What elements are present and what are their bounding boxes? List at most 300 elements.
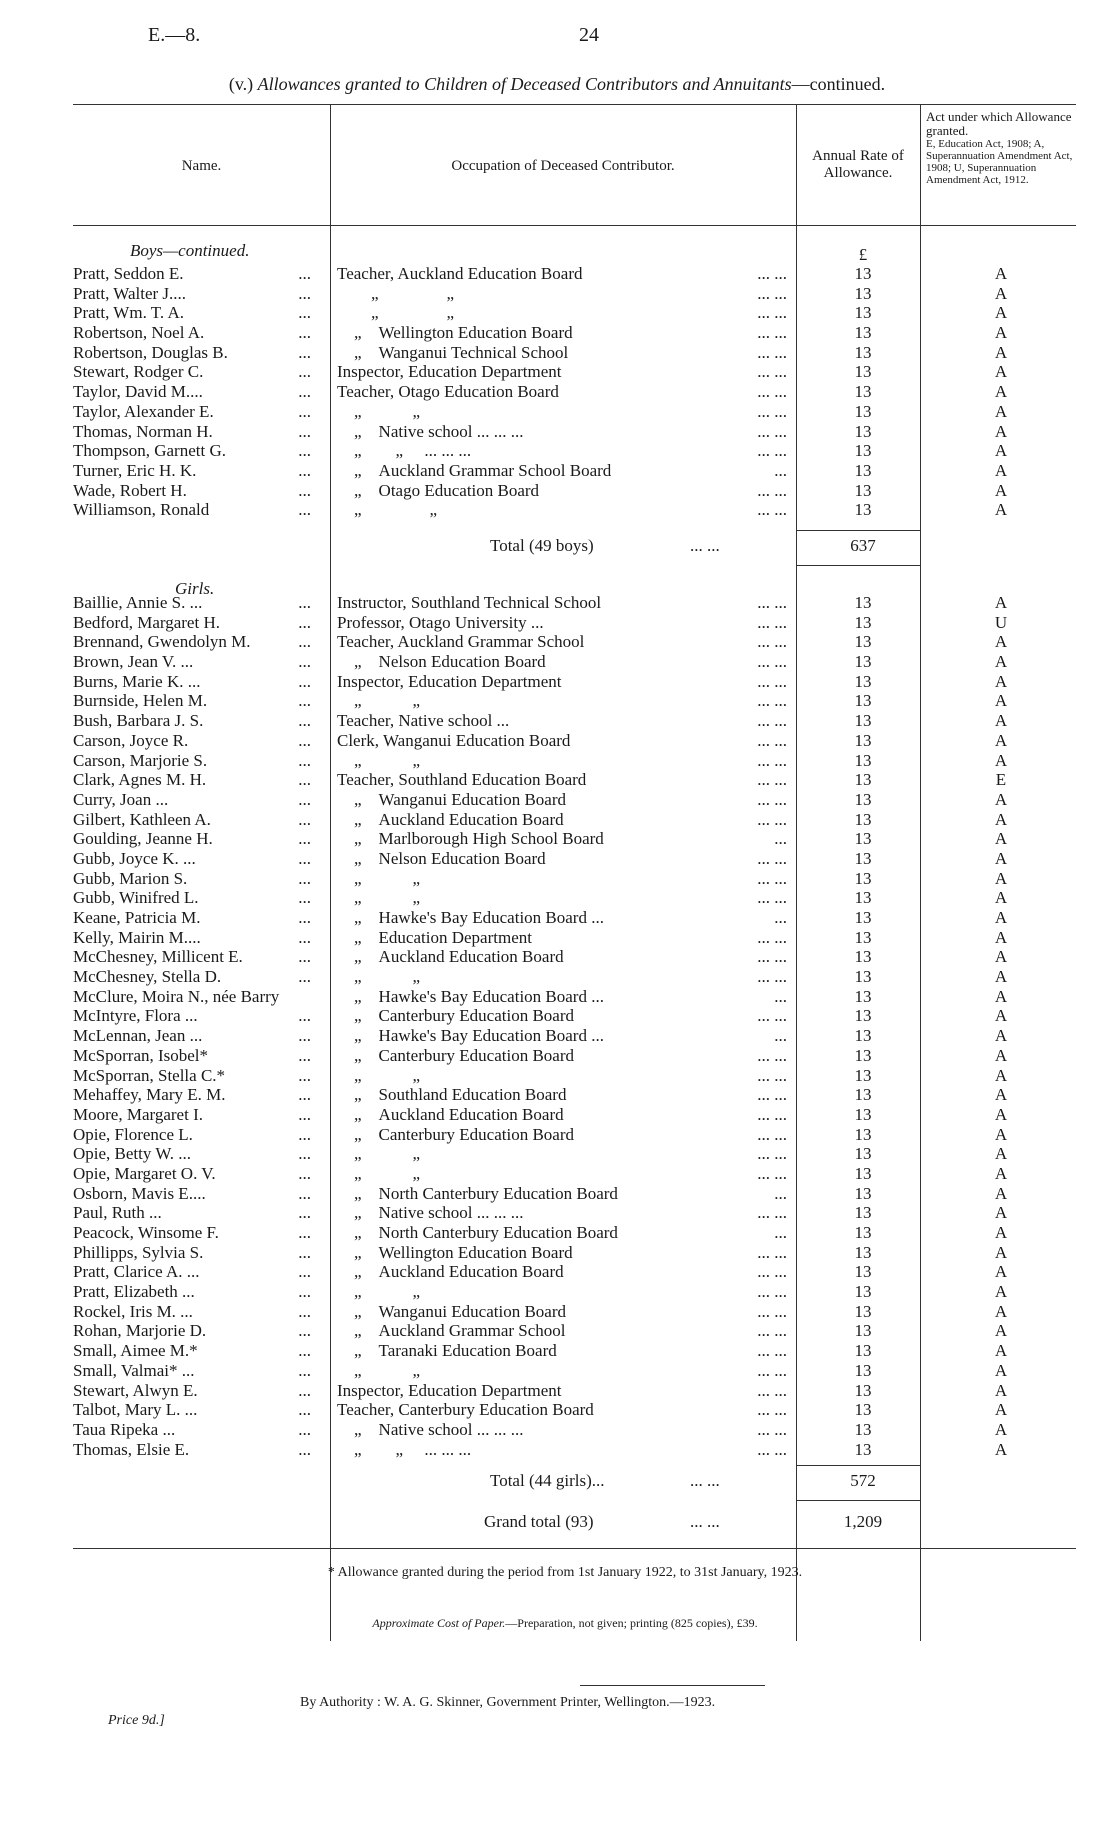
- annual-rate: 13: [854, 1104, 872, 1124]
- name-cell: [73, 1144, 311, 1164]
- boys-total-dots: ... ...: [690, 536, 720, 555]
- occupation-text: „ Auckland Education Board: [337, 809, 564, 829]
- annual-rate: 13: [854, 1183, 872, 1203]
- table-row: [0, 849, 1114, 869]
- act-code: A: [994, 500, 1008, 520]
- contributor-child-name: Burns, Marie K. ...: [73, 671, 201, 691]
- annual-rate: 13: [854, 1045, 872, 1065]
- table-row: [0, 1341, 1114, 1361]
- annual-rate: 13: [854, 750, 872, 770]
- name-cell: [73, 888, 311, 908]
- leader-dots: ...: [298, 927, 311, 947]
- name-cell: [73, 691, 311, 711]
- occupation-text: „ Auckland Education Board: [337, 1104, 564, 1124]
- table-row: [0, 1026, 1114, 1046]
- occupation-text: Instructor, Southland Technical School: [337, 593, 602, 612]
- name-cell: [73, 461, 311, 481]
- name-cell: [73, 1006, 311, 1026]
- act-code: A: [994, 927, 1008, 947]
- grand-total-row: [0, 1512, 1114, 1532]
- occupation-cell: [337, 652, 787, 672]
- contributor-child-name: Opie, Betty W. ...: [73, 1144, 192, 1164]
- leader-dots: ... ...: [757, 809, 787, 829]
- act-code: A: [994, 986, 1008, 1006]
- occupation-cell: [337, 711, 787, 731]
- leader-dots: ... ...: [757, 441, 787, 461]
- leader-dots: ...: [298, 1203, 311, 1223]
- table-row: [0, 691, 1114, 711]
- occupation-text: „ North Canterbury Education Board: [337, 1223, 618, 1242]
- name-cell: [73, 422, 311, 442]
- act-code: A: [994, 1301, 1008, 1321]
- act-code: A: [994, 1262, 1008, 1282]
- name-cell: [73, 652, 311, 672]
- name-column-header: Name.: [181, 158, 222, 174]
- table-row: [0, 264, 1114, 284]
- occupation-cell: [337, 1321, 787, 1341]
- occupation-cell: [337, 323, 787, 343]
- occupation-text: „ Wellington Education Board: [337, 323, 573, 343]
- occupation-cell: [337, 362, 787, 382]
- occupation-text: „ „: [337, 1065, 421, 1085]
- leader-dots: ... ...: [757, 1439, 787, 1459]
- occupation-text: „ „: [337, 401, 421, 421]
- annual-rate: 13: [854, 303, 872, 323]
- contributor-child-name: Thomas, Norman H.: [73, 421, 213, 441]
- contributor-child-name: Small, Valmai* ...: [73, 1360, 195, 1380]
- annual-rate: 13: [854, 1203, 872, 1223]
- girls-total-rule: [796, 1500, 920, 1501]
- annual-rate: 13: [854, 1439, 872, 1459]
- occupation-text: „ Native school ... ... ...: [337, 1203, 524, 1223]
- name-cell: [73, 711, 311, 731]
- occupation-text: Teacher, Native school ...: [337, 711, 510, 731]
- occupation-text: „ „ ... ... ...: [337, 441, 472, 461]
- contributor-child-name: Taua Ripeka ...: [73, 1419, 176, 1439]
- leader-dots: ... ...: [757, 652, 787, 672]
- leader-dots: ...: [298, 1026, 311, 1046]
- leader-dots: ...: [774, 1183, 787, 1203]
- leader-dots: ... ...: [757, 750, 787, 770]
- annual-rate: 13: [854, 671, 872, 691]
- table-row: [0, 928, 1114, 948]
- act-code: A: [994, 460, 1008, 480]
- leader-dots: ...: [298, 750, 311, 770]
- leader-dots: ...: [298, 1262, 311, 1282]
- table-row: [0, 1262, 1114, 1282]
- leader-dots: ...: [774, 460, 787, 480]
- leader-dots: ...: [298, 848, 311, 868]
- contributor-child-name: McChesney, Stella D.: [73, 967, 222, 987]
- table-row: [0, 613, 1114, 633]
- leader-dots: ... ...: [757, 967, 787, 987]
- act-code: U: [994, 612, 1008, 632]
- occupation-text: „ „: [337, 303, 455, 323]
- occupation-cell: [337, 382, 787, 402]
- table-row: [0, 1203, 1114, 1223]
- boys-total-rule: [796, 565, 920, 566]
- annual-rate: 13: [854, 421, 872, 441]
- leader-dots: ... ...: [757, 342, 787, 362]
- name-cell: [73, 1361, 311, 1381]
- occupation-cell: [337, 1243, 787, 1263]
- occupation-cell: [337, 731, 787, 751]
- subtitle-prefix: (v.): [228, 74, 254, 94]
- act-column-title: Act under which Allowance granted.: [926, 109, 1072, 138]
- annual-rate: 13: [854, 1223, 872, 1242]
- leader-dots: ... ...: [757, 480, 787, 500]
- name-cell: [73, 1085, 311, 1105]
- leader-dots: ... ...: [757, 671, 787, 691]
- occupation-cell: [337, 888, 787, 908]
- name-cell: [73, 1066, 311, 1086]
- occupation-text: „ Canterbury Education Board: [337, 1045, 574, 1065]
- contributor-child-name: Curry, Joan ...: [73, 789, 169, 809]
- occupation-text: „ Canterbury Education Board: [337, 1124, 574, 1144]
- boys-subtotal-rule: [796, 530, 920, 531]
- annual-rate: 13: [854, 1400, 872, 1420]
- occupation-text: „ Hawke's Bay Education Board ...: [337, 986, 604, 1006]
- occupation-cell: [337, 264, 787, 284]
- leader-dots: ...: [298, 283, 311, 303]
- occupation-cell: [337, 1144, 787, 1164]
- leader-dots: ...: [298, 382, 311, 402]
- table-row: [0, 751, 1114, 771]
- contributor-child-name: Turner, Eric H. K.: [73, 460, 197, 480]
- leader-dots: ... ...: [757, 1282, 787, 1302]
- name-cell: [73, 481, 311, 501]
- leader-dots: ... ...: [757, 691, 787, 711]
- occupation-text: Teacher, Canterbury Education Board: [337, 1400, 594, 1420]
- annual-rate: 13: [854, 730, 872, 750]
- rate-column-header: Annual Rate of Allowance.: [812, 148, 904, 181]
- act-code: A: [994, 283, 1008, 303]
- annual-rate: 13: [854, 1144, 872, 1164]
- contributor-child-name: McClure, Moira N., née Barry: [73, 986, 280, 1006]
- act-code: A: [994, 809, 1008, 829]
- leader-dots: ... ...: [757, 401, 787, 421]
- occupation-cell: [337, 1125, 787, 1145]
- annual-rate: 13: [854, 1360, 872, 1380]
- table-row: [0, 323, 1114, 343]
- leader-dots: ...: [298, 1163, 311, 1183]
- occupation-cell: [337, 947, 787, 967]
- occupation-cell: [337, 593, 787, 613]
- name-cell: [73, 672, 311, 692]
- contributor-child-name: Pratt, Clarice A. ...: [73, 1262, 200, 1282]
- occupation-text: „ Auckland Education Board: [337, 1262, 564, 1282]
- occupation-cell: [337, 1381, 787, 1401]
- table-row: [0, 1302, 1114, 1322]
- leader-dots: ... ...: [757, 303, 787, 323]
- contributor-child-name: Paul, Ruth ...: [73, 1203, 162, 1223]
- table-row: [0, 1105, 1114, 1125]
- annual-rate: 13: [854, 1124, 872, 1144]
- occupation-text: Inspector, Education Department: [337, 362, 562, 382]
- occupation-text: Clerk, Wanganui Education Board: [337, 730, 571, 750]
- leader-dots: ... ...: [757, 1203, 787, 1223]
- annual-rate: 13: [854, 593, 872, 612]
- annual-rate: 13: [854, 848, 872, 868]
- annual-rate: 13: [854, 264, 872, 283]
- subtitle-title: Allowances granted to Children of Deceased Contributors and Annuitants: [257, 74, 792, 94]
- act-code: A: [994, 1400, 1008, 1420]
- annual-rate: 13: [854, 789, 872, 809]
- leader-dots: ... ...: [757, 1321, 787, 1341]
- act-code: A: [994, 1163, 1008, 1183]
- table-row: [0, 711, 1114, 731]
- table-row: [0, 1066, 1114, 1086]
- occupation-cell: [337, 613, 787, 633]
- leader-dots: ...: [298, 303, 311, 323]
- table-row: [0, 672, 1114, 692]
- leader-dots: ... ...: [757, 593, 787, 612]
- occupation-text: „ „: [337, 888, 421, 908]
- occupation-text: „ „ ... ... ...: [337, 1439, 472, 1459]
- act-code: A: [994, 1380, 1008, 1400]
- leader-dots: ...: [298, 1321, 311, 1341]
- table-row: [0, 829, 1114, 849]
- occupation-text: „ „: [337, 868, 421, 888]
- annual-rate: 13: [854, 1262, 872, 1282]
- name-cell: [73, 1184, 311, 1204]
- contributor-child-name: Carson, Marjorie S.: [73, 750, 208, 770]
- table-row: [0, 461, 1114, 481]
- leader-dots: ... ...: [757, 1045, 787, 1065]
- table-row: [0, 810, 1114, 830]
- act-code: A: [994, 1419, 1008, 1439]
- table-row: [0, 284, 1114, 304]
- occupation-text: Teacher, Auckland Grammar School: [337, 632, 585, 652]
- annual-rate: 13: [854, 652, 872, 672]
- annual-rate: 13: [854, 829, 872, 849]
- act-column-key: E, Education Act, 1908; A, Superannuation Amendment Act, 1908; U, Superannuation Amendment Act, 1912.: [926, 138, 1073, 186]
- name-cell: [73, 264, 311, 284]
- leader-dots: ...: [298, 1045, 311, 1065]
- name-cell: [73, 323, 311, 343]
- girls-section-heading: Girls.: [175, 579, 215, 598]
- act-code: A: [994, 1085, 1008, 1105]
- name-cell: [73, 343, 311, 363]
- name-cell: [73, 1046, 311, 1066]
- contributor-child-name: Gilbert, Kathleen A.: [73, 809, 211, 829]
- occupation-cell: [337, 829, 787, 849]
- contributor-child-name: Taylor, Alexander E.: [73, 401, 214, 421]
- table-top-rule: [73, 104, 1076, 105]
- occupation-cell: [337, 967, 787, 987]
- leader-dots: ...: [298, 421, 311, 441]
- leader-dots: ...: [298, 1341, 311, 1361]
- leader-dots: ...: [298, 441, 311, 461]
- contributor-child-name: Osborn, Mavis E....: [73, 1183, 206, 1203]
- act-code: A: [994, 1360, 1008, 1380]
- leader-dots: ... ...: [757, 730, 787, 750]
- name-cell: [73, 869, 311, 889]
- leader-dots: ...: [298, 362, 311, 382]
- table-row: [0, 362, 1114, 382]
- girls-total-row: [0, 1471, 1114, 1491]
- occupation-cell: [337, 1400, 787, 1420]
- name-cell: [73, 751, 311, 771]
- occupation-text: „ „: [337, 1282, 421, 1302]
- leader-dots: ...: [298, 342, 311, 362]
- footnote: * Allowance granted during the period from 1st January 1922, to 31st January, 1923.: [327, 1565, 803, 1580]
- report-reference: E.—8.: [148, 24, 201, 46]
- contributor-child-name: Phillipps, Sylvia S.: [73, 1242, 204, 1262]
- annual-rate: 13: [854, 1006, 872, 1026]
- act-code: A: [994, 1026, 1008, 1046]
- name-cell: [73, 593, 311, 613]
- occupation-text: „ Wanganui Education Board: [337, 789, 567, 809]
- contributor-child-name: McChesney, Millicent E.: [73, 947, 243, 967]
- act-code: A: [994, 652, 1008, 672]
- act-code: A: [994, 362, 1008, 382]
- table-row: [0, 1125, 1114, 1145]
- leader-dots: ...: [298, 480, 311, 500]
- annual-rate: 13: [854, 1085, 872, 1105]
- act-code: A: [994, 789, 1008, 809]
- annual-rate: 13: [854, 1419, 872, 1439]
- leader-dots: ...: [298, 1065, 311, 1085]
- name-cell: [73, 1262, 311, 1282]
- occupation-cell: [337, 284, 787, 304]
- table-row: [0, 500, 1114, 520]
- name-cell: [73, 1164, 311, 1184]
- table-row: [0, 967, 1114, 987]
- leader-dots: ...: [298, 888, 311, 908]
- cost-label: Approximate Cost of Paper.: [372, 1616, 506, 1630]
- occupation-cell: [337, 481, 787, 501]
- annual-rate: 13: [854, 809, 872, 829]
- occupation-text: „ Education Department: [337, 927, 532, 947]
- leader-dots: ...: [298, 1360, 311, 1380]
- annual-rate: 13: [854, 770, 872, 790]
- annual-rate: 13: [854, 283, 872, 303]
- occupation-text: „ Native school ... ... ...: [337, 1419, 524, 1439]
- occupation-text: Professor, Otago University ...: [337, 612, 544, 632]
- name-cell: [73, 402, 311, 422]
- occupation-text: „ Hawke's Bay Education Board ...: [337, 1026, 604, 1046]
- act-code: A: [994, 1439, 1008, 1459]
- authority-rule: [580, 1685, 765, 1686]
- contributor-child-name: Pratt, Elizabeth ...: [73, 1282, 195, 1302]
- page-number: 24: [579, 24, 599, 46]
- annual-rate: 13: [854, 1341, 872, 1361]
- leader-dots: ...: [298, 1400, 311, 1420]
- table-row: [0, 1085, 1114, 1105]
- table-row: [0, 1440, 1114, 1460]
- boys-section-heading: Boys—continued.: [130, 241, 250, 260]
- annual-rate: 13: [854, 691, 872, 711]
- name-cell: [73, 1203, 311, 1223]
- act-code: A: [994, 1223, 1008, 1242]
- act-code: A: [994, 441, 1008, 461]
- leader-dots: ... ...: [757, 1262, 787, 1282]
- name-cell: [73, 1400, 311, 1420]
- occupation-cell: [337, 1203, 787, 1223]
- occupation-text: „ „: [337, 967, 421, 987]
- occupation-text: „ Nelson Education Board: [337, 652, 546, 672]
- leader-dots: ...: [298, 809, 311, 829]
- leader-dots: ...: [298, 1439, 311, 1459]
- occupation-text: „ „: [337, 1163, 421, 1183]
- page-header: [0, 24, 1114, 54]
- name-cell: [73, 987, 311, 1007]
- annual-rate: 13: [854, 632, 872, 652]
- annual-rate: 13: [854, 1065, 872, 1085]
- occupation-cell: [337, 1085, 787, 1105]
- leader-dots: ...: [298, 264, 311, 283]
- leader-dots: ...: [298, 632, 311, 652]
- contributor-child-name: Brown, Jean V. ...: [73, 652, 194, 672]
- occupation-text: Inspector, Education Department: [337, 671, 562, 691]
- grand-total-value: 1,209: [843, 1512, 883, 1531]
- contributor-child-name: Rockel, Iris M. ...: [73, 1301, 193, 1321]
- occupation-cell: [337, 849, 787, 869]
- table-row: [0, 343, 1114, 363]
- leader-dots: ...: [298, 789, 311, 809]
- leader-dots: ... ...: [757, 1400, 787, 1420]
- occupation-cell: [337, 1361, 787, 1381]
- occupation-cell: [337, 790, 787, 810]
- leader-dots: ...: [298, 1301, 311, 1321]
- occupation-text: „ Native school ... ... ...: [337, 421, 524, 441]
- occupation-cell: [337, 1302, 787, 1322]
- annual-rate: 13: [854, 868, 872, 888]
- occupation-text: „ Hawke's Bay Education Board ...: [337, 908, 604, 927]
- table-row: [0, 1282, 1114, 1302]
- leader-dots: ...: [298, 908, 311, 927]
- name-cell: [73, 1125, 311, 1145]
- leader-dots: ... ...: [757, 1085, 787, 1105]
- table-row: [0, 402, 1114, 422]
- table-row: [0, 947, 1114, 967]
- contributor-child-name: Kelly, Mairin M....: [73, 927, 201, 947]
- table-row: [0, 652, 1114, 672]
- currency-symbol: £: [858, 245, 868, 264]
- table-row: [0, 303, 1114, 323]
- boys-total-value: 637: [850, 536, 876, 555]
- contributor-child-name: Carson, Joyce R.: [73, 730, 189, 750]
- act-code: A: [994, 888, 1008, 908]
- act-code: A: [994, 868, 1008, 888]
- contributor-child-name: Pratt, Wm. T. A.: [73, 303, 184, 323]
- occupation-cell: [337, 908, 787, 928]
- annual-rate: 13: [854, 947, 872, 967]
- occupation-text: „ Canterbury Education Board: [337, 1006, 574, 1026]
- contributor-child-name: McLennan, Jean ...: [73, 1026, 203, 1046]
- occupation-cell: [337, 422, 787, 442]
- leader-dots: ...: [298, 967, 311, 987]
- name-cell: [73, 829, 311, 849]
- name-cell: [73, 500, 311, 520]
- occupation-cell: [337, 1420, 787, 1440]
- annual-rate: 13: [854, 480, 872, 500]
- leader-dots: ...: [774, 1026, 787, 1046]
- annual-rate: 13: [854, 382, 872, 402]
- annual-rate: 13: [854, 927, 872, 947]
- act-code: A: [994, 342, 1008, 362]
- act-code: A: [994, 323, 1008, 343]
- leader-dots: ...: [298, 323, 311, 343]
- act-code: A: [994, 1282, 1008, 1302]
- annual-rate: 13: [854, 711, 872, 731]
- contributor-child-name: Taylor, David M....: [73, 382, 203, 402]
- table-row: [0, 987, 1114, 1007]
- act-code: A: [994, 264, 1008, 283]
- contributor-child-name: Williamson, Ronald: [73, 500, 210, 520]
- contributor-child-name: Wade, Robert H.: [73, 480, 187, 500]
